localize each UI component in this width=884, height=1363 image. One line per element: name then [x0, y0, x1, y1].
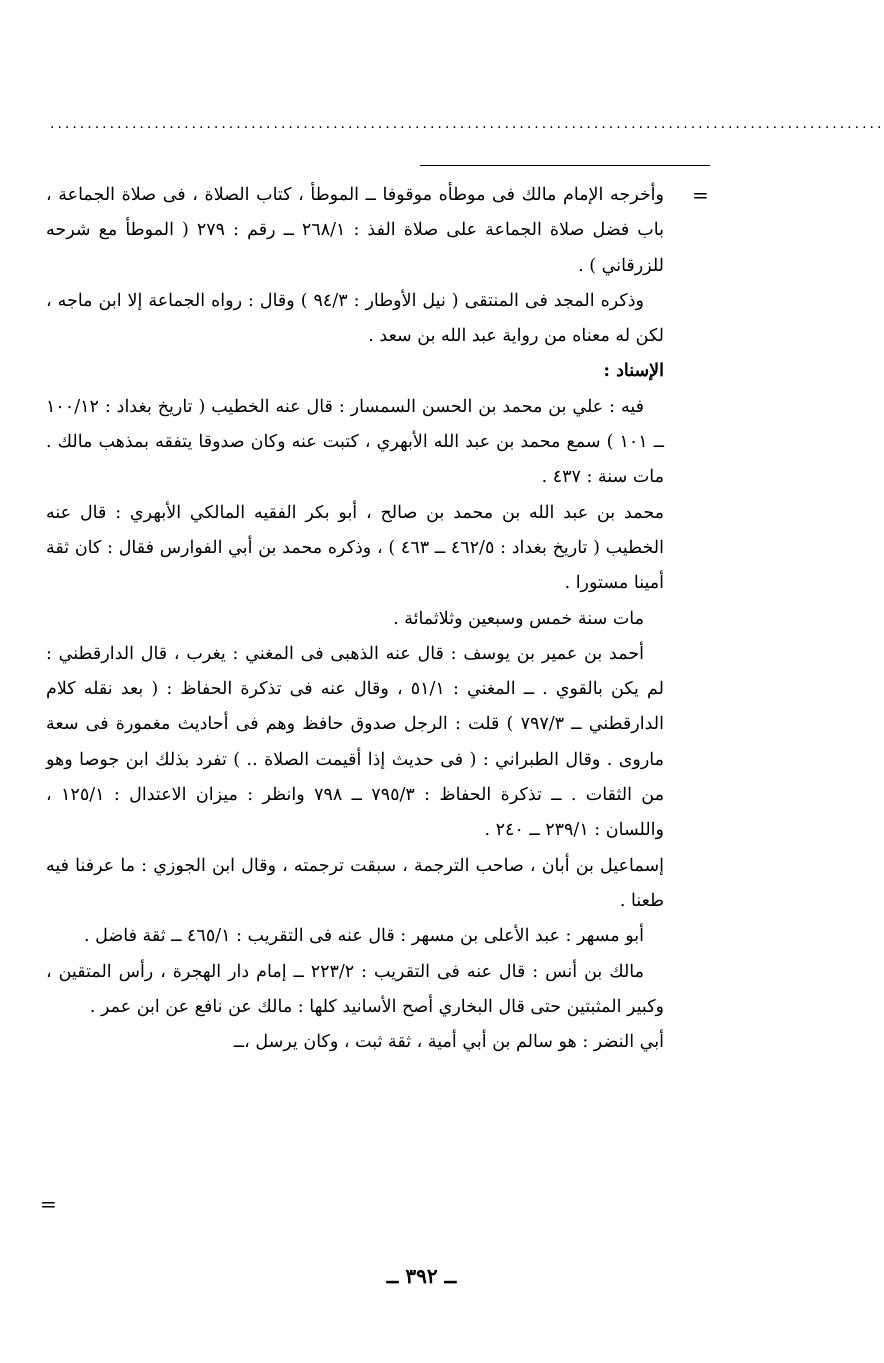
paragraph-abu-al-nadr: أبي النضر : هو سالم بن أبي أمية ، ثقة ثبت ، وكان يرسل ،ــ	[233, 1032, 664, 1053]
paragraph-ali-ibn-muhammad: فيه : علي بن محمد بن الحسن السمسار : قال عنه الخطيب ( تاريخ بغداد : ١٠٠/١٢ ــ ١٠١ ) سمع محمد بن عبد الله الأبهري ، كتبت عنه وكان صدوقا يتفقه بمذهب مالك . مات سنة : ٤٣٧ .	[46, 396, 664, 488]
dotted-separator: ................................................................................................................	[50, 116, 884, 132]
paragraph-malik-ibn-anas: مالك بن أنس : قال عنه فى التقريب : ٢٢٣/٢ ــ إمام دار الهجرة ، رأس المتقين ، وكبير المثبتين حتى قال البخاري أصح الأسانيد كلها : مالك عن نافع عن ابن عمر .	[46, 961, 664, 1017]
isnad-heading: الإسناد :	[603, 361, 664, 382]
continuation-mark-bottom: =	[40, 1192, 57, 1216]
paragraph-muwatta: وأخرجه الإمام مالك فى موطأه موقوفا ــ الموطأ ، كتاب الصلاة ، فى صلاة الجماعة ، باب فضل صلاة الجماعة على صلاة الفذ : ٢٦٨/١ ــ رقم : ٢٧٩ ( الموطأ مع شرحه للزرقاني ) .	[46, 185, 664, 276]
paragraph-abu-mushir: أبو مسهر : عبد الأعلى بن مسهر : قال عنه فى التقريب : ٤٦٥/١ ــ ثقة فاضل .	[84, 926, 644, 947]
paragraph-ismail-ibn-aban: إسماعيل بن أبان ، صاحب الترجمة ، سبقت ترجمته ، وقال ابن الجوزي : ما عرفنا فيه طعنا .	[46, 855, 664, 911]
continuation-mark-top: =	[692, 183, 709, 207]
paragraph-muntaqa: وذكره المجد فى المنتقى ( نيل الأوطار : ٩٤/٣ ) وقال : رواه الجماعة إلا ابن ماجه ، لكن له معناه من رواية عبد الله بن سعد .	[46, 290, 664, 347]
paragraph-death-year: مات سنة خمس وسبعين وثلاثمائة .	[393, 608, 644, 629]
footnote-text	[46, 178, 664, 1060]
footnote-rule	[420, 165, 710, 166]
paragraph-ahmad-ibn-umair: أحمد بن عمير بن يوسف : قال عنه الذهبى فى المغني : يغرب ، قال الدارقطني : لم يكن بالقوي . ــ المغني : ٥١/١ ، وقال عنه فى تذكرة الحفاظ : ( بعد نقله كلام الدارقطني ــ ٧٩٧/٣ ) قلت : الرجل صدوق حافظ وهم فى أحاديث مغمورة فى سعة ماروى . وقال الطبراني : ( فى حديث إذا أقيمت الصلاة .. ) تفرد بذلك ابن جوصا وهو من الثقات . ــ تذكرة الحفاظ : ٧٩٥/٣ ــ ٧٩٨ وانظر : ميزان الاعتدال : ١٢٥/١ ، واللسان : ٢٣٩/١ ــ ٢٤٠ .	[46, 643, 665, 841]
page-number: ــ ٣٩٢ ــ	[386, 1264, 457, 1288]
paragraph-muhammad-ibn-abdullah: محمد بن عبد الله بن محمد بن صالح ، أبو بكر الفقيه المالكي الأبهري : قال عنه الخطيب ( تاريخ بغداد : ٤٦٢/٥ ــ ٤٦٣ ) ، وذكره محمد بن أبي الفوارس فقال : كان ثقة أمينا مستورا .	[46, 502, 664, 594]
